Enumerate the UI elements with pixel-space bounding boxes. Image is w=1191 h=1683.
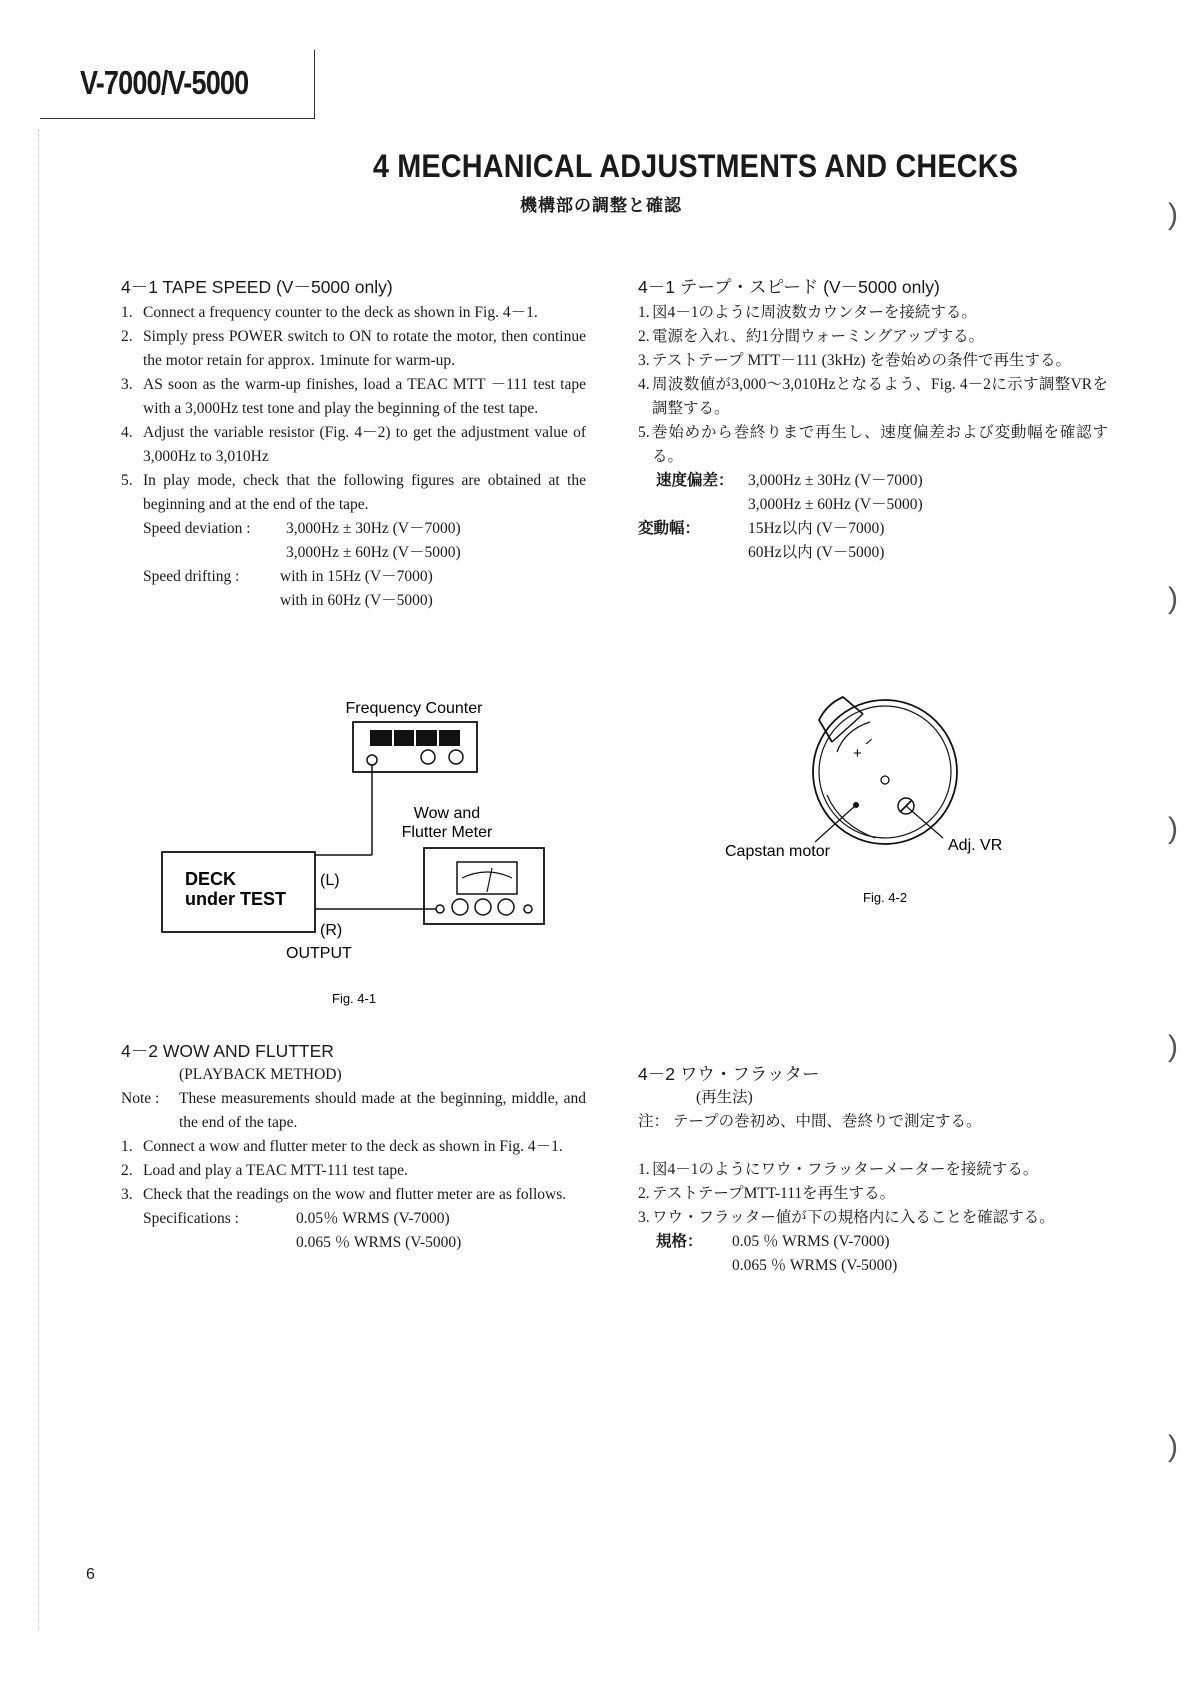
list-item (121, 1135, 586, 1159)
page-number: 6 (86, 1566, 95, 1583)
en-4-2-heading: 4－2 WOW AND FLUTTER (121, 1041, 334, 1061)
item-number: 2. (121, 328, 133, 345)
figure-4-2 (715, 690, 1035, 915)
binder-mark: ) (1168, 812, 1178, 845)
fig41-meter-label-1: Wow and (413, 805, 481, 822)
spec-value: 3,000Hz ± 30Hz (V－7000) (286, 520, 461, 537)
meter-knob (498, 899, 514, 915)
spec-row (121, 589, 586, 613)
en-4-2-subheading: (PLAYBACK METHOD) (179, 1066, 342, 1083)
spec-value: 0.065 ％ WRMS (V-5000) (732, 1257, 898, 1274)
spec-label: 速度偏差： (656, 472, 734, 489)
jp-4-2-subheading: (再生法) (696, 1089, 753, 1106)
capstan-motor-rim (819, 706, 951, 838)
header-rule (40, 118, 315, 119)
list-item (121, 1159, 586, 1183)
item-text: テストテープMTT-111を再生する。 (652, 1185, 896, 1202)
list-item (638, 1182, 1108, 1206)
jp-4-2-note (638, 1110, 1108, 1134)
item-number: 1. (121, 304, 133, 321)
item-text: Connect a wow and flutter meter to the deck as shown in Fig. 4－1. (143, 1138, 563, 1155)
header-vertical-rule (314, 50, 315, 119)
spec-value: with in 15Hz (V－7000) (280, 568, 433, 585)
item-text: Adjust the variable resistor (Fig. 4－2) to get the adjustment value of 3,000Hz to 3,010Hz (143, 424, 586, 465)
spec-row (121, 565, 586, 589)
list-item (638, 349, 1108, 373)
meter-jack (524, 905, 532, 913)
spec-row (638, 1254, 1108, 1278)
item-number: 4. (638, 376, 650, 393)
item-text: 図4－1のように周波数カウンターを接続する。 (652, 304, 977, 321)
binder-mark: ) (1168, 1030, 1178, 1063)
fig41-meter-label-2: Flutter Meter (401, 824, 493, 841)
en-section-4-1 (121, 274, 586, 613)
item-number: 5. (121, 472, 133, 489)
jp-section-4-1 (638, 274, 1108, 565)
spec-value: 60Hz以内 (V－5000) (748, 544, 885, 561)
jp-section-4-2 (638, 1061, 1108, 1278)
spec-value: 3,000Hz ± 30Hz (V－7000) (748, 472, 923, 489)
jp-4-2-heading: 4－2 ワウ・フラッター (638, 1064, 820, 1084)
item-number: 2. (638, 328, 650, 345)
item-number: 3. (638, 1209, 650, 1226)
meter-scale (462, 872, 512, 878)
item-text: 巻始めから巻終りまで再生し、速度偏差および変動幅を確認する。 (652, 424, 1108, 465)
spec-row (121, 517, 586, 541)
item-text: Load and play a TEAC MTT-111 test tape. (143, 1162, 408, 1179)
list-item (638, 325, 1108, 349)
item-number: 2. (121, 1162, 133, 1179)
list-item (121, 325, 586, 373)
spec-row (121, 1231, 586, 1255)
spec-label: Specifications : (143, 1210, 239, 1227)
spec-label: 変動幅： (638, 520, 701, 537)
item-text: Check that the readings on the wow and flutter meter are as follows. (143, 1186, 567, 1203)
meter-knob (475, 899, 491, 915)
item-text: 図4－1のようにワウ・フラッターメーターを接続する。 (652, 1161, 1039, 1178)
item-number: 4. (121, 424, 133, 441)
en-4-1-heading: 4－1 TAPE SPEED (V－5000 only) (121, 277, 393, 297)
list-item (638, 421, 1108, 469)
fig41-deck-label-1: DECK (185, 869, 237, 889)
spec-row (638, 469, 1108, 493)
capstan-motor-body (813, 700, 957, 844)
list-item (121, 1183, 586, 1207)
fig42-motor-label: Capstan motor (725, 843, 830, 860)
en-4-2-note (121, 1087, 586, 1135)
fig41-output-label: OUTPUT (286, 945, 352, 962)
polarity-plus: + (853, 745, 862, 762)
spec-row (638, 517, 1108, 541)
spec-label: 規格： (656, 1233, 703, 1250)
spec-value: 0.05 ％ WRMS (V-7000) (732, 1233, 890, 1250)
meter-knob (452, 899, 468, 915)
item-text: In play mode, check that the following figures are obtained at the beginning and at the end of the tape. (143, 472, 586, 513)
jp-4-1-heading: 4－1 テープ・スピード (V－5000 only) (638, 277, 940, 297)
list-item (638, 1158, 1108, 1182)
binder-mark: ) (1168, 198, 1178, 231)
fig41-caption: Fig. 4-1 (332, 991, 377, 1006)
spec-value: 3,000Hz ± 60Hz (V－5000) (748, 496, 923, 513)
spec-value: 15Hz以内 (V－7000) (748, 520, 885, 537)
spec-value: 3,000Hz ± 60Hz (V－5000) (286, 544, 461, 561)
model-title: V-7000/V-5000 (80, 64, 249, 101)
polarity-minus: − (860, 732, 879, 752)
note-text: These measurements should made at the beginning, middle, and the end of the tape. (179, 1090, 586, 1131)
capstan-shaft (881, 776, 889, 784)
motor-inner-arc (827, 795, 875, 838)
spec-row (121, 1207, 586, 1231)
list-item (121, 469, 586, 517)
list-item (638, 1206, 1108, 1230)
item-text: AS soon as the warm-up finishes, load a TEAC MTT －111 test tape with a 3,000Hz test tone and play the beginning of the test tape. (143, 376, 586, 417)
item-text: Simply press POWER switch to ON to rotate the motor, then continue the motor retain for approx. 1minute for warm-up. (143, 328, 586, 369)
page-title: 4 MECHANICAL ADJUSTMENTS AND CHECKS (372, 148, 1019, 184)
item-number: 1. (638, 304, 650, 321)
spec-row (638, 493, 1108, 517)
list-item (121, 373, 586, 421)
item-number: 1. (121, 1138, 133, 1155)
spec-row (638, 541, 1108, 565)
counter-knob (421, 750, 435, 764)
en-section-4-2 (121, 1038, 586, 1255)
spec-row (638, 1230, 1108, 1254)
note-text: テープの巻初め、中間、巻終りで測定する。 (672, 1113, 982, 1130)
fig41-deck-label-2: under TEST (185, 889, 287, 909)
fig41-left-ch: (L) (320, 872, 340, 889)
list-item (638, 301, 1108, 325)
binder-mark: ) (1168, 1430, 1178, 1463)
counter-knob (449, 750, 463, 764)
item-number: 3. (121, 1186, 133, 1203)
item-number: 5. (638, 424, 650, 441)
item-number: 3. (638, 352, 650, 369)
note-label: Note : (121, 1090, 160, 1107)
meter-input-jack (436, 905, 444, 913)
fig41-counter-label: Frequency Counter (345, 700, 483, 717)
item-text: 周波数値が3,000～3,010Hzとなるよう、Fig. 4－2に示す調整VRを調整する。 (652, 376, 1108, 417)
spec-label: Speed drifting : (143, 568, 240, 585)
item-number: 2. (638, 1185, 650, 1202)
item-text: Connect a frequency counter to the deck as shown in Fig. 4－1. (143, 304, 538, 321)
counter-input-jack (367, 755, 377, 765)
page-title-jp: 機構部の調整と確認 (520, 196, 682, 215)
item-text: テストテープ MTT－111 (3kHz) を巻始めの条件で再生する。 (652, 352, 1071, 369)
list-item (121, 301, 586, 325)
item-number: 3. (121, 376, 133, 393)
spec-value: 0.05％ WRMS (V-7000) (296, 1210, 450, 1227)
spec-label: Speed deviation : (143, 520, 251, 537)
item-text: 電源を入れ、約1分間ウォーミングアップする。 (652, 328, 985, 345)
item-number: 1. (638, 1161, 650, 1178)
binder-mark: ) (1168, 582, 1178, 615)
list-item (638, 373, 1108, 421)
note-label: 注： (638, 1113, 670, 1130)
figure-4-1 (150, 690, 570, 1010)
list-item (121, 421, 586, 469)
spec-value: with in 60Hz (V－5000) (280, 592, 433, 609)
spec-row (121, 541, 586, 565)
binding-margin-line (38, 130, 39, 1630)
fig42-caption: Fig. 4-2 (863, 890, 908, 905)
spec-value: 0.065 ％ WRMS (V-5000) (296, 1234, 462, 1251)
item-text: ワウ・フラッター値が下の規格内に入ることを確認する。 (652, 1209, 1055, 1226)
fig42-vr-label: Adj. VR (948, 837, 1003, 854)
fig41-right-ch: (R) (320, 922, 343, 939)
